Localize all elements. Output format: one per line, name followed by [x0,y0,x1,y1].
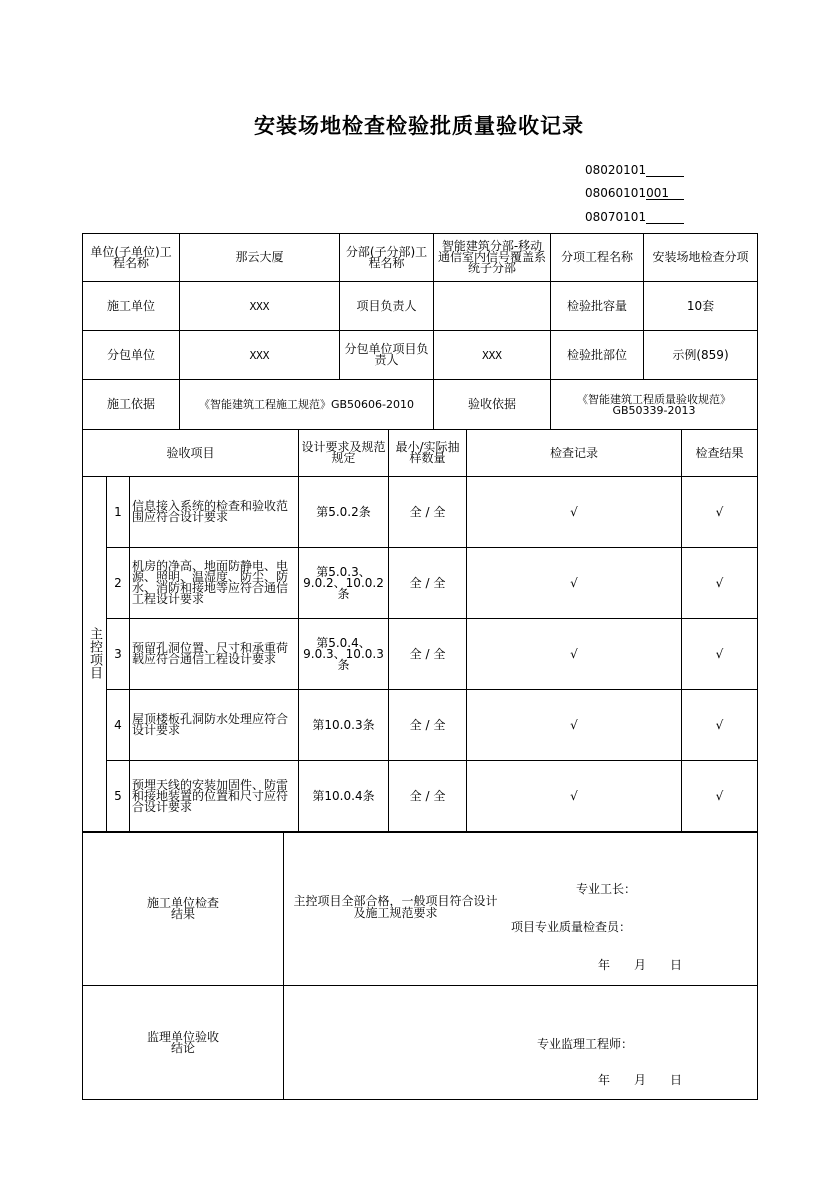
item-clause: 第5.0.3、9.0.2、10.0.2条 [299,548,389,619]
division-label: 分部(子分部)工程名称 [340,234,434,282]
batch-capacity-value: 10套 [644,282,758,331]
item-record: √ [467,548,682,619]
subitem-label: 分项工程名称 [551,234,644,282]
item-result: √ [682,690,758,761]
contractor-date: 年 月 日 [598,958,683,972]
subcontractor-label: 分包单位 [83,331,180,380]
item-number: 2 [107,548,130,619]
project-lead-label: 项目负责人 [340,282,434,331]
item-number: 4 [107,690,130,761]
main-items-label: 主控项目 [87,627,102,679]
item-number: 1 [107,477,130,548]
inspector-label: 项目专业质量检查员： [511,920,632,934]
item-record: √ [467,690,682,761]
code-suffix: 001 [646,186,684,200]
acceptance-basis-value: 《智能建筑工程质量验收规范》GB50339-2013 [551,380,758,430]
item-clause: 第5.0.2条 [299,477,389,548]
item-record: √ [467,761,682,832]
subcontractor-value: XXX [180,331,340,380]
table-row [83,761,758,832]
table-row [83,690,758,761]
col-design-header: 设计要求及规范规定 [299,430,389,477]
code-number: 08070101 [585,210,647,224]
contractor-value: XXX [180,282,340,331]
batch-location-value: 示例(859) [644,331,758,380]
code-line-2 [585,186,685,200]
batch-location-label: 检验批部位 [551,331,644,380]
sub-lead-label: 分包单位项目负责人 [340,331,434,380]
basis-label: 施工依据 [83,380,180,430]
project-lead-value [434,282,551,331]
sub-lead-value: XXX [434,331,551,380]
item-record: √ [467,477,682,548]
basis-value: 《智能建筑工程施工规范》GB50606-2010 [180,380,434,430]
item-clause: 第10.0.3条 [299,690,389,761]
table-row [83,548,758,619]
table-row [83,477,758,548]
code-line-1 [585,163,685,177]
code-number: 08060101 [585,186,647,200]
unit-name-value: 那云大厦 [180,234,340,282]
item-description: 预埋天线的安装加固件、防雷和接地装置的位置和尺寸应符合设计要求 [130,761,299,832]
table-row [83,619,758,690]
code-suffix [646,163,684,177]
page-title: 安装场地检查检验批质量验收记录 [254,114,584,138]
col-record-header: 检查记录 [467,430,682,477]
item-result: √ [682,619,758,690]
item-result: √ [682,548,758,619]
unit-name-label: 单位(子单位)工程名称 [83,234,180,282]
subitem-value: 安装场地检查分项 [644,234,758,282]
item-clause: 第10.0.4条 [299,761,389,832]
item-result: √ [682,761,758,832]
code-line-3 [585,210,685,224]
item-description: 信息接入系统的检查和验收范围应符合设计要求 [130,477,299,548]
col-sample-header: 最小/实际抽样数量 [389,430,467,477]
item-sample: 全 / 全 [389,761,467,832]
supervisor-label: 监理单位验收结论 [83,986,284,1100]
supervisor-engineer-label: 专业监理工程师： [537,1037,634,1051]
col-item-header: 验收项目 [83,430,299,477]
item-description: 屋顶楼板孔洞防水处理应符合设计要求 [130,690,299,761]
info-table [82,233,758,430]
item-record: √ [467,619,682,690]
code-suffix [646,210,684,224]
signature-table [82,832,758,1100]
batch-capacity-label: 检验批容量 [551,282,644,331]
acceptance-basis-label: 验收依据 [434,380,551,430]
item-sample: 全 / 全 [389,477,467,548]
division-value: 智能建筑分部-移动通信室内信号覆盖系统子分部 [434,234,551,282]
foreman-label: 专业工长： [576,882,637,896]
supervisor-date: 年 月 日 [598,1073,683,1087]
item-sample: 全 / 全 [389,619,467,690]
item-sample: 全 / 全 [389,548,467,619]
item-clause: 第5.0.4、9.0.3、10.0.3条 [299,619,389,690]
contractor-check-label: 施工单位检查结果 [83,833,284,986]
item-description: 机房的净高、地面防静电、电源、照明、温湿度、防尘、防水、消防和接地等应符合通信工程设计要求 [130,548,299,619]
item-result: √ [682,477,758,548]
contractor-label: 施工单位 [83,282,180,331]
item-description: 预留孔洞位置、尺寸和承重荷载应符合通信工程设计要求 [130,619,299,690]
contractor-check-text: 主控项目全部合格，一般项目符合设计及施工规范要求 [293,894,498,920]
items-table [82,429,758,832]
code-number: 08020101 [585,163,647,177]
item-number: 5 [107,761,130,832]
item-number: 3 [107,619,130,690]
item-sample: 全 / 全 [389,690,467,761]
col-result-header: 检查结果 [682,430,758,477]
